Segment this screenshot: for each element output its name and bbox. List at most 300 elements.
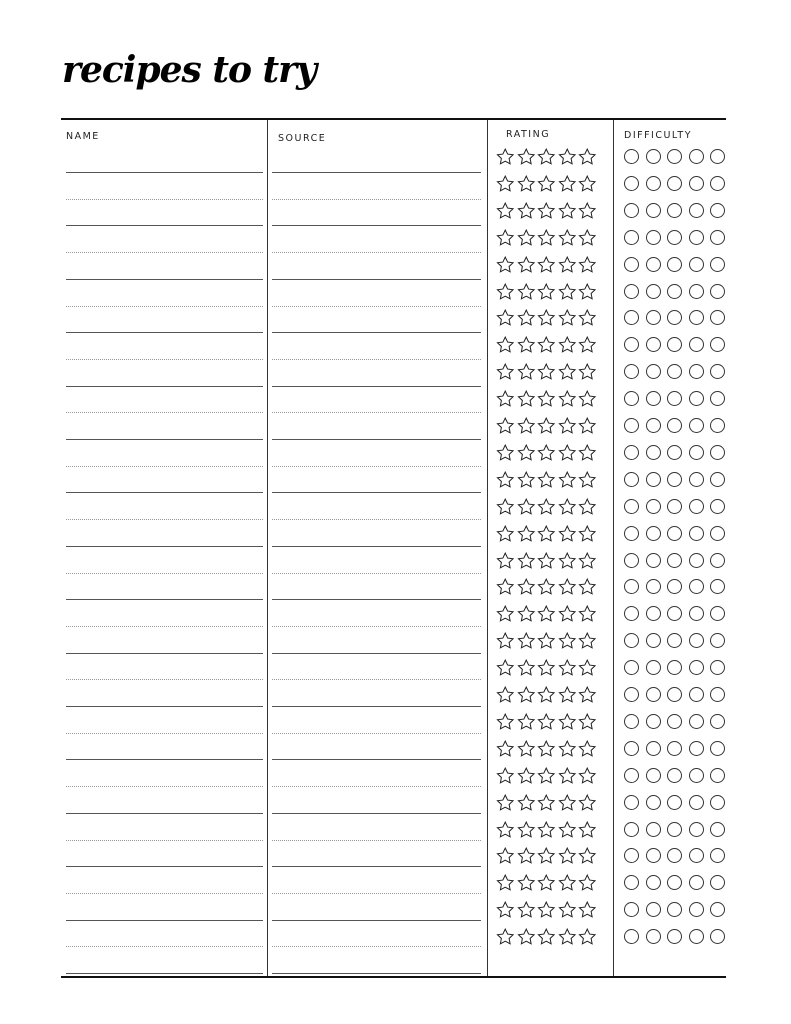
source-writing-line[interactable] [272,920,481,921]
difficulty-circle-icon[interactable] [624,176,639,191]
star-icon[interactable] [536,336,557,353]
source-writing-line[interactable] [272,306,481,307]
star-icon[interactable] [577,847,598,864]
star-icon[interactable] [516,578,537,595]
star-icon[interactable] [536,578,557,595]
star-icon[interactable] [516,417,537,434]
difficulty-circle-icon[interactable] [689,687,704,702]
name-writing-line[interactable] [66,679,263,680]
name-writing-line[interactable] [66,759,263,760]
star-icon[interactable] [495,874,516,891]
difficulty-circle-icon[interactable] [689,660,704,675]
difficulty-circle-icon[interactable] [646,445,661,460]
difficulty-circle-icon[interactable] [689,553,704,568]
star-icon[interactable] [577,605,598,622]
difficulty-circle-icon[interactable] [646,848,661,863]
difficulty-circle-icon[interactable] [667,687,682,702]
difficulty-circle-icon[interactable] [624,633,639,648]
name-writing-line[interactable] [66,412,263,413]
difficulty-circle-icon[interactable] [624,741,639,756]
star-icon[interactable] [577,363,598,380]
source-writing-line[interactable] [272,279,481,280]
name-writing-line[interactable] [66,386,263,387]
difficulty-circle-icon[interactable] [646,929,661,944]
difficulty-circle-icon[interactable] [710,795,725,810]
difficulty-circle-icon[interactable] [667,257,682,272]
difficulty-circle-icon[interactable] [624,902,639,917]
star-icon[interactable] [516,874,537,891]
star-icon[interactable] [516,336,537,353]
star-icon[interactable] [495,901,516,918]
star-icon[interactable] [557,659,578,676]
difficulty-circle-icon[interactable] [624,149,639,164]
source-writing-line[interactable] [272,519,481,520]
star-icon[interactable] [516,148,537,165]
source-writing-line[interactable] [272,706,481,707]
name-writing-line[interactable] [66,733,263,734]
star-icon[interactable] [516,794,537,811]
star-icon[interactable] [577,283,598,300]
star-icon[interactable] [536,363,557,380]
name-writing-line[interactable] [66,199,263,200]
difficulty-circle-icon[interactable] [667,875,682,890]
star-icon[interactable] [557,605,578,622]
difficulty-circle-icon[interactable] [689,526,704,541]
difficulty-circle-icon[interactable] [624,875,639,890]
star-icon[interactable] [495,175,516,192]
difficulty-circle-icon[interactable] [667,284,682,299]
difficulty-circle-icon[interactable] [710,337,725,352]
difficulty-circle-icon[interactable] [689,579,704,594]
difficulty-circle-icon[interactable] [667,445,682,460]
source-writing-line[interactable] [272,466,481,467]
difficulty-circle-icon[interactable] [667,499,682,514]
difficulty-circle-icon[interactable] [667,660,682,675]
name-writing-line[interactable] [66,519,263,520]
difficulty-circle-icon[interactable] [624,687,639,702]
star-icon[interactable] [516,283,537,300]
difficulty-circle-icon[interactable] [624,391,639,406]
star-icon[interactable] [577,444,598,461]
difficulty-circle-icon[interactable] [689,741,704,756]
star-icon[interactable] [536,148,557,165]
name-writing-line[interactable] [66,893,263,894]
difficulty-circle-icon[interactable] [646,310,661,325]
star-icon[interactable] [495,148,516,165]
star-icon[interactable] [516,659,537,676]
difficulty-circle-icon[interactable] [689,499,704,514]
difficulty-circle-icon[interactable] [710,176,725,191]
star-icon[interactable] [516,740,537,757]
star-icon[interactable] [495,740,516,757]
difficulty-circle-icon[interactable] [710,230,725,245]
name-writing-line[interactable] [66,279,263,280]
star-icon[interactable] [577,901,598,918]
difficulty-circle-icon[interactable] [646,230,661,245]
star-icon[interactable] [495,552,516,569]
star-icon[interactable] [557,390,578,407]
star-icon[interactable] [557,740,578,757]
star-icon[interactable] [577,202,598,219]
difficulty-circle-icon[interactable] [710,391,725,406]
difficulty-circle-icon[interactable] [646,553,661,568]
star-icon[interactable] [536,444,557,461]
star-icon[interactable] [536,309,557,326]
star-icon[interactable] [577,336,598,353]
difficulty-circle-icon[interactable] [646,875,661,890]
difficulty-circle-icon[interactable] [624,822,639,837]
star-icon[interactable] [577,148,598,165]
name-writing-line[interactable] [66,813,263,814]
source-writing-line[interactable] [272,653,481,654]
difficulty-circle-icon[interactable] [646,741,661,756]
difficulty-circle-icon[interactable] [710,606,725,621]
difficulty-circle-icon[interactable] [667,768,682,783]
name-writing-line[interactable] [66,786,263,787]
star-icon[interactable] [495,256,516,273]
source-writing-line[interactable] [272,973,481,974]
difficulty-circle-icon[interactable] [624,795,639,810]
star-icon[interactable] [536,632,557,649]
star-icon[interactable] [495,363,516,380]
star-icon[interactable] [557,336,578,353]
star-icon[interactable] [536,202,557,219]
source-writing-line[interactable] [272,172,481,173]
star-icon[interactable] [495,578,516,595]
star-icon[interactable] [516,363,537,380]
star-icon[interactable] [577,471,598,488]
difficulty-circle-icon[interactable] [667,929,682,944]
difficulty-circle-icon[interactable] [667,714,682,729]
difficulty-circle-icon[interactable] [710,499,725,514]
name-writing-line[interactable] [66,172,263,173]
star-icon[interactable] [557,821,578,838]
star-icon[interactable] [577,740,598,757]
difficulty-circle-icon[interactable] [646,176,661,191]
difficulty-circle-icon[interactable] [689,606,704,621]
source-writing-line[interactable] [272,893,481,894]
name-writing-line[interactable] [66,546,263,547]
difficulty-circle-icon[interactable] [667,391,682,406]
name-writing-line[interactable] [66,225,263,226]
difficulty-circle-icon[interactable] [689,149,704,164]
star-icon[interactable] [516,632,537,649]
difficulty-circle-icon[interactable] [710,768,725,783]
star-icon[interactable] [516,821,537,838]
star-icon[interactable] [577,390,598,407]
star-icon[interactable] [495,686,516,703]
difficulty-circle-icon[interactable] [646,822,661,837]
difficulty-circle-icon[interactable] [646,418,661,433]
star-icon[interactable] [495,713,516,730]
source-writing-line[interactable] [272,492,481,493]
name-writing-line[interactable] [66,866,263,867]
difficulty-circle-icon[interactable] [667,526,682,541]
star-icon[interactable] [577,229,598,246]
difficulty-circle-icon[interactable] [710,741,725,756]
difficulty-circle-icon[interactable] [667,795,682,810]
difficulty-circle-icon[interactable] [710,875,725,890]
star-icon[interactable] [557,552,578,569]
star-icon[interactable] [557,256,578,273]
name-writing-line[interactable] [66,466,263,467]
star-icon[interactable] [536,659,557,676]
difficulty-circle-icon[interactable] [667,741,682,756]
star-icon[interactable] [557,444,578,461]
star-icon[interactable] [495,605,516,622]
difficulty-circle-icon[interactable] [710,929,725,944]
star-icon[interactable] [536,874,557,891]
star-icon[interactable] [516,256,537,273]
source-writing-line[interactable] [272,599,481,600]
difficulty-circle-icon[interactable] [710,714,725,729]
name-writing-line[interactable] [66,973,263,974]
star-icon[interactable] [557,498,578,515]
star-icon[interactable] [495,821,516,838]
difficulty-circle-icon[interactable] [646,714,661,729]
name-writing-line[interactable] [66,626,263,627]
difficulty-circle-icon[interactable] [710,848,725,863]
star-icon[interactable] [495,767,516,784]
star-icon[interactable] [536,605,557,622]
name-writing-line[interactable] [66,306,263,307]
star-icon[interactable] [577,928,598,945]
star-icon[interactable] [536,283,557,300]
star-icon[interactable] [577,713,598,730]
star-icon[interactable] [557,175,578,192]
name-writing-line[interactable] [66,706,263,707]
difficulty-circle-icon[interactable] [646,257,661,272]
difficulty-circle-icon[interactable] [646,391,661,406]
star-icon[interactable] [577,309,598,326]
star-icon[interactable] [557,713,578,730]
difficulty-circle-icon[interactable] [624,472,639,487]
source-writing-line[interactable] [272,813,481,814]
star-icon[interactable] [577,821,598,838]
difficulty-circle-icon[interactable] [710,203,725,218]
difficulty-circle-icon[interactable] [667,633,682,648]
difficulty-circle-icon[interactable] [646,795,661,810]
difficulty-circle-icon[interactable] [624,526,639,541]
star-icon[interactable] [577,659,598,676]
star-icon[interactable] [577,874,598,891]
star-icon[interactable] [536,256,557,273]
star-icon[interactable] [557,847,578,864]
star-icon[interactable] [495,928,516,945]
star-icon[interactable] [516,229,537,246]
difficulty-circle-icon[interactable] [624,230,639,245]
difficulty-circle-icon[interactable] [646,337,661,352]
star-icon[interactable] [577,175,598,192]
source-writing-line[interactable] [272,946,481,947]
name-writing-line[interactable] [66,252,263,253]
name-writing-line[interactable] [66,492,263,493]
name-writing-line[interactable] [66,920,263,921]
star-icon[interactable] [577,686,598,703]
difficulty-circle-icon[interactable] [624,364,639,379]
difficulty-circle-icon[interactable] [646,203,661,218]
difficulty-circle-icon[interactable] [667,902,682,917]
source-writing-line[interactable] [272,786,481,787]
difficulty-circle-icon[interactable] [667,203,682,218]
star-icon[interactable] [557,767,578,784]
difficulty-circle-icon[interactable] [667,822,682,837]
star-icon[interactable] [495,659,516,676]
star-icon[interactable] [557,283,578,300]
difficulty-circle-icon[interactable] [710,687,725,702]
difficulty-circle-icon[interactable] [689,418,704,433]
difficulty-circle-icon[interactable] [689,714,704,729]
star-icon[interactable] [495,632,516,649]
difficulty-circle-icon[interactable] [667,553,682,568]
star-icon[interactable] [557,901,578,918]
star-icon[interactable] [516,713,537,730]
difficulty-circle-icon[interactable] [667,364,682,379]
difficulty-circle-icon[interactable] [710,284,725,299]
star-icon[interactable] [495,471,516,488]
star-icon[interactable] [495,229,516,246]
star-icon[interactable] [536,821,557,838]
star-icon[interactable] [557,928,578,945]
name-writing-line[interactable] [66,840,263,841]
star-icon[interactable] [495,847,516,864]
star-icon[interactable] [536,175,557,192]
difficulty-circle-icon[interactable] [689,445,704,460]
difficulty-circle-icon[interactable] [667,310,682,325]
difficulty-circle-icon[interactable] [667,337,682,352]
star-icon[interactable] [516,525,537,542]
star-icon[interactable] [516,471,537,488]
star-icon[interactable] [495,525,516,542]
star-icon[interactable] [516,175,537,192]
difficulty-circle-icon[interactable] [710,526,725,541]
difficulty-circle-icon[interactable] [646,768,661,783]
source-writing-line[interactable] [272,866,481,867]
difficulty-circle-icon[interactable] [689,795,704,810]
source-writing-line[interactable] [272,840,481,841]
difficulty-circle-icon[interactable] [689,768,704,783]
difficulty-circle-icon[interactable] [624,284,639,299]
star-icon[interactable] [536,686,557,703]
star-icon[interactable] [516,686,537,703]
star-icon[interactable] [557,202,578,219]
star-icon[interactable] [536,847,557,864]
star-icon[interactable] [536,713,557,730]
difficulty-circle-icon[interactable] [689,203,704,218]
source-writing-line[interactable] [272,759,481,760]
name-writing-line[interactable] [66,946,263,947]
star-icon[interactable] [495,390,516,407]
difficulty-circle-icon[interactable] [689,337,704,352]
star-icon[interactable] [516,928,537,945]
difficulty-circle-icon[interactable] [667,606,682,621]
star-icon[interactable] [516,552,537,569]
difficulty-circle-icon[interactable] [667,848,682,863]
difficulty-circle-icon[interactable] [667,176,682,191]
difficulty-circle-icon[interactable] [689,257,704,272]
difficulty-circle-icon[interactable] [710,579,725,594]
star-icon[interactable] [516,901,537,918]
star-icon[interactable] [516,767,537,784]
star-icon[interactable] [577,632,598,649]
difficulty-circle-icon[interactable] [689,310,704,325]
star-icon[interactable] [516,202,537,219]
difficulty-circle-icon[interactable] [689,822,704,837]
difficulty-circle-icon[interactable] [689,633,704,648]
source-writing-line[interactable] [272,679,481,680]
star-icon[interactable] [536,229,557,246]
difficulty-circle-icon[interactable] [667,230,682,245]
star-icon[interactable] [536,390,557,407]
difficulty-circle-icon[interactable] [689,176,704,191]
difficulty-circle-icon[interactable] [710,660,725,675]
name-writing-line[interactable] [66,332,263,333]
source-writing-line[interactable] [272,332,481,333]
star-icon[interactable] [577,525,598,542]
star-icon[interactable] [557,363,578,380]
difficulty-circle-icon[interactable] [689,929,704,944]
star-icon[interactable] [516,309,537,326]
star-icon[interactable] [495,444,516,461]
difficulty-circle-icon[interactable] [667,472,682,487]
difficulty-circle-icon[interactable] [646,149,661,164]
difficulty-circle-icon[interactable] [646,472,661,487]
difficulty-circle-icon[interactable] [710,364,725,379]
star-icon[interactable] [495,283,516,300]
difficulty-circle-icon[interactable] [689,472,704,487]
difficulty-circle-icon[interactable] [624,499,639,514]
difficulty-circle-icon[interactable] [710,257,725,272]
difficulty-circle-icon[interactable] [710,822,725,837]
name-writing-line[interactable] [66,439,263,440]
star-icon[interactable] [557,148,578,165]
star-icon[interactable] [557,632,578,649]
difficulty-circle-icon[interactable] [646,499,661,514]
star-icon[interactable] [536,498,557,515]
star-icon[interactable] [536,525,557,542]
difficulty-circle-icon[interactable] [624,418,639,433]
star-icon[interactable] [577,417,598,434]
difficulty-circle-icon[interactable] [624,660,639,675]
difficulty-circle-icon[interactable] [689,848,704,863]
difficulty-circle-icon[interactable] [646,687,661,702]
star-icon[interactable] [557,794,578,811]
star-icon[interactable] [516,847,537,864]
star-icon[interactable] [516,605,537,622]
star-icon[interactable] [495,417,516,434]
source-writing-line[interactable] [272,359,481,360]
star-icon[interactable] [495,336,516,353]
star-icon[interactable] [495,202,516,219]
star-icon[interactable] [495,309,516,326]
difficulty-circle-icon[interactable] [710,418,725,433]
star-icon[interactable] [536,928,557,945]
difficulty-circle-icon[interactable] [624,929,639,944]
star-icon[interactable] [516,444,537,461]
star-icon[interactable] [536,471,557,488]
star-icon[interactable] [577,767,598,784]
star-icon[interactable] [557,686,578,703]
star-icon[interactable] [557,309,578,326]
star-icon[interactable] [577,498,598,515]
difficulty-circle-icon[interactable] [624,606,639,621]
star-icon[interactable] [577,552,598,569]
star-icon[interactable] [577,578,598,595]
difficulty-circle-icon[interactable] [689,364,704,379]
star-icon[interactable] [536,552,557,569]
source-writing-line[interactable] [272,546,481,547]
name-writing-line[interactable] [66,573,263,574]
